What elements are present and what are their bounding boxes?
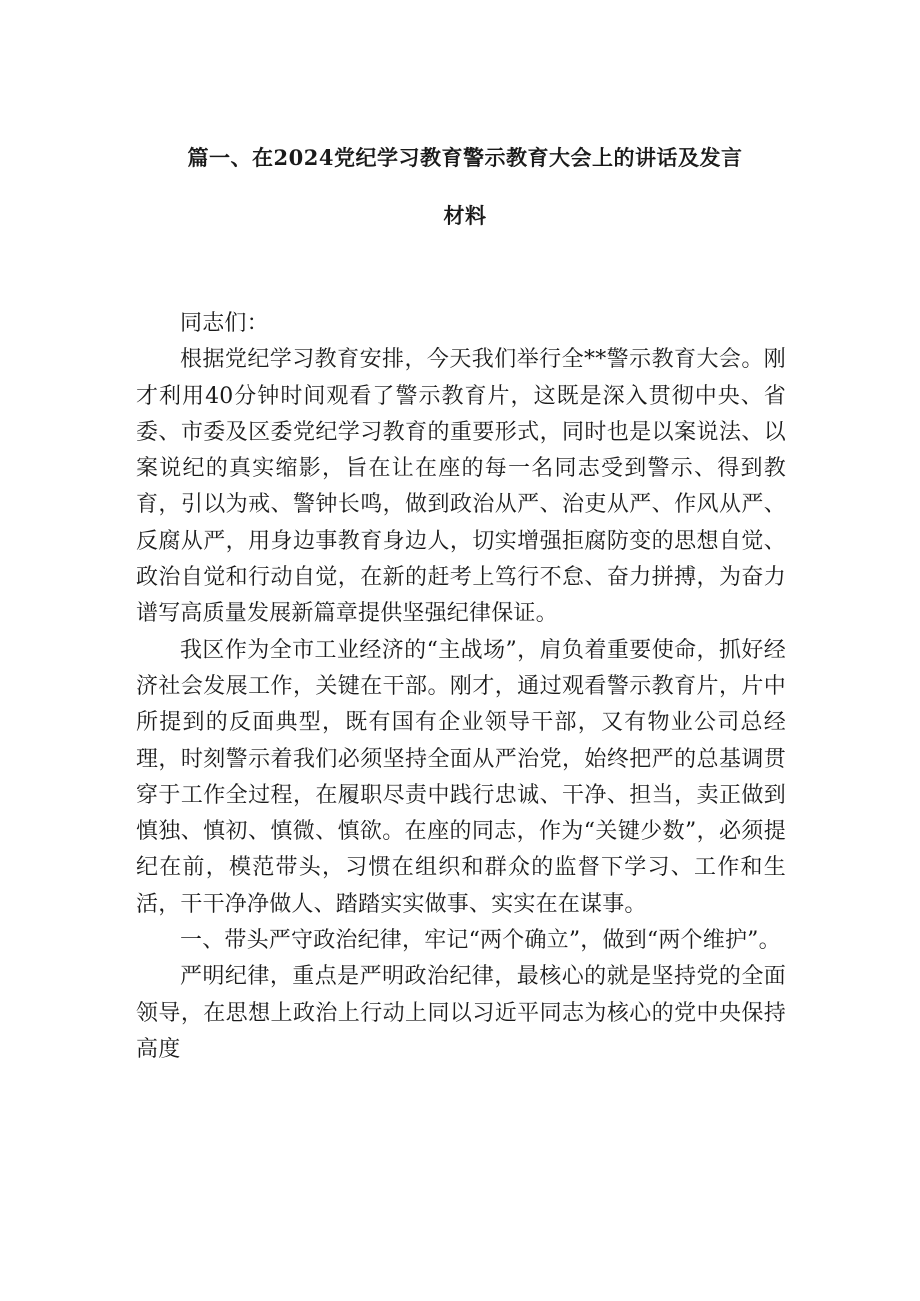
document-title-line-1: 篇一、在2024党纪学习教育警示教育大会上的讲话及发言 bbox=[187, 145, 743, 170]
document-body bbox=[136, 306, 786, 1068]
body-paragraph-1: 根据党纪学习教育安排，今天我们举行全**警示教育大会。刚才利用40分钟时间观看了警示教育片，这既是深入贯彻中央、省委、市委及区委党纪学习教育的重要形式，同时也是以案说法、以案说纪的真实缩影，旨在让在座的每一名同志受到警示、得到教育，引以为戒、警钟长鸣，做到政治从严、治吏从严、作风从严、反腐从严，用身边事教育身边人，切实增强拒腐防变的思想自觉、政治自觉和行动自觉，在新的赶考上笃行不怠、奋力拼搏，为奋力谱写高质量发展新篇章提供坚强纪律保证。 bbox=[136, 347, 786, 627]
salutation-paragraph: 同志们： bbox=[180, 311, 269, 336]
body-paragraph-2: 我区作为全市工业经济的“主战场”，肩负着重要使命，抓好经济社会发展工作，关键在干部。刚才，通过观看警示教育片，片中所提到的反面典型，既有国有企业领导干部，又有物业公司总经理，时刻警示着我们必须坚持全面从严治党，始终把严的总基调贯穿于工作全过程，在履职尽责中践行忠诚、干净、担当，卖正做到慎独、慎初、慎微、慎欲。在座的同志，作为“关键少数”，必须提纪在前，模范带头，习惯在组织和群众的监督下学习、工作和生活，干干净净做人、踏踏实实做事、实实在在谋事。 bbox=[136, 637, 786, 917]
document-title-line-2: 材料 bbox=[443, 203, 487, 228]
section-heading-1: 一、带头严守政治纪律，牢记“两个确立”，做到“两个维护”。 bbox=[180, 928, 781, 954]
body-paragraph-3: 严明纪律，重点是严明政治纪律，最核心的就是坚持党的全面领导，在思想上政治上行动上同以习近平同志为核心的党中央保持高度 bbox=[136, 964, 786, 1062]
